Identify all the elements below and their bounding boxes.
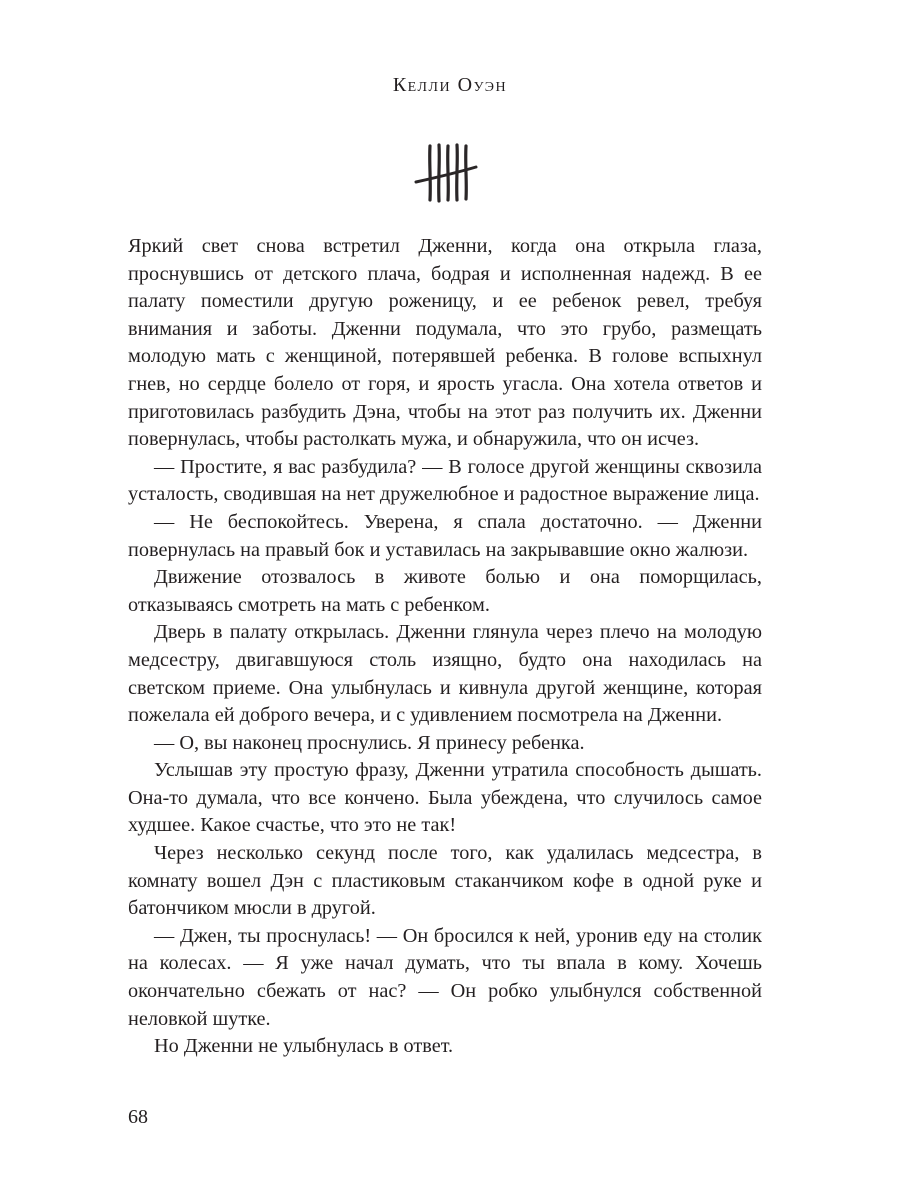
body-text: [128, 233, 762, 1061]
page-number: 68: [128, 1106, 148, 1128]
paragraph: Но Дженни не улыбнулась в ответ.: [154, 1035, 454, 1058]
paragraph: Дверь в палату открылась. Дженни глянула через плечо на молодую медсестру, двигавшуюся столь изящно, будто она находилась на светском приеме. Она улыбнулась и кивнула другой женщине, которая пожелала ей доброго вечера, и с удивлением посмотрела на Дженни.: [128, 621, 762, 727]
tally-marks-icon: [412, 140, 478, 206]
paragraph: — Джен, ты проснулась! — Он бросился к ней, уронив еду на столик на колесах. — Я уже начал думать, что ты впала в кому. Хочешь окончательно сбежать от нас? — Он робко улыбнулся собственной неловкой шутке.: [128, 924, 762, 1030]
paragraph: — Простите, я вас разбудила? — В голосе другой женщины сквозила усталость, сводившая на нет дружелюбное и радостное выражение лица.: [128, 455, 762, 506]
paragraph: — О, вы наконец проснулись. Я принесу ребенка.: [154, 731, 585, 754]
paragraph: Услышав эту простую фразу, Дженни утратила способность дышать. Она-то думала, что все кончено. Была убеждена, что случилось самое худшее. Какое счастье, что это не так!: [128, 759, 762, 837]
paragraph: — Не беспокойтесь. Уверена, я спала достаточно. — Дженни повернулась на правый бок и уставилась на закрывавшие окно жалюзи.: [128, 510, 762, 561]
paragraph: Движение отозвалось в животе болью и она поморщилась, отказываясь смотреть на мать с ребенком.: [128, 566, 762, 616]
running-head: Келли Оуэн: [392, 74, 508, 96]
paragraph: Яркий свет снова встретил Дженни, когда она открыла глаза, проснувшись от детского плача, бодрая и исполненная надежд. В ее палату поместили другую роженицу, и ее ребенок ревел, требуя внимания и заботы. Дженни подумала, что это грубо, размещать молодую мать с женщиной, потерявшей ребенка. В голове вспыхнул гнев, но сердце болело от горя, и ярость угасла. Она хотела ответов и приготовилась разбудить Дэна, чтобы на этот раз получить их. Дженни повернулась, чтобы растолкать мужа, и обнаружила, что он исчез.: [128, 235, 762, 451]
paragraph: Через несколько секунд после того, как удалилась медсестра, в комнату вошел Дэн с пластиковым стаканчиком кофе в одной руке и батончиком мюсли в другой.: [128, 842, 762, 920]
